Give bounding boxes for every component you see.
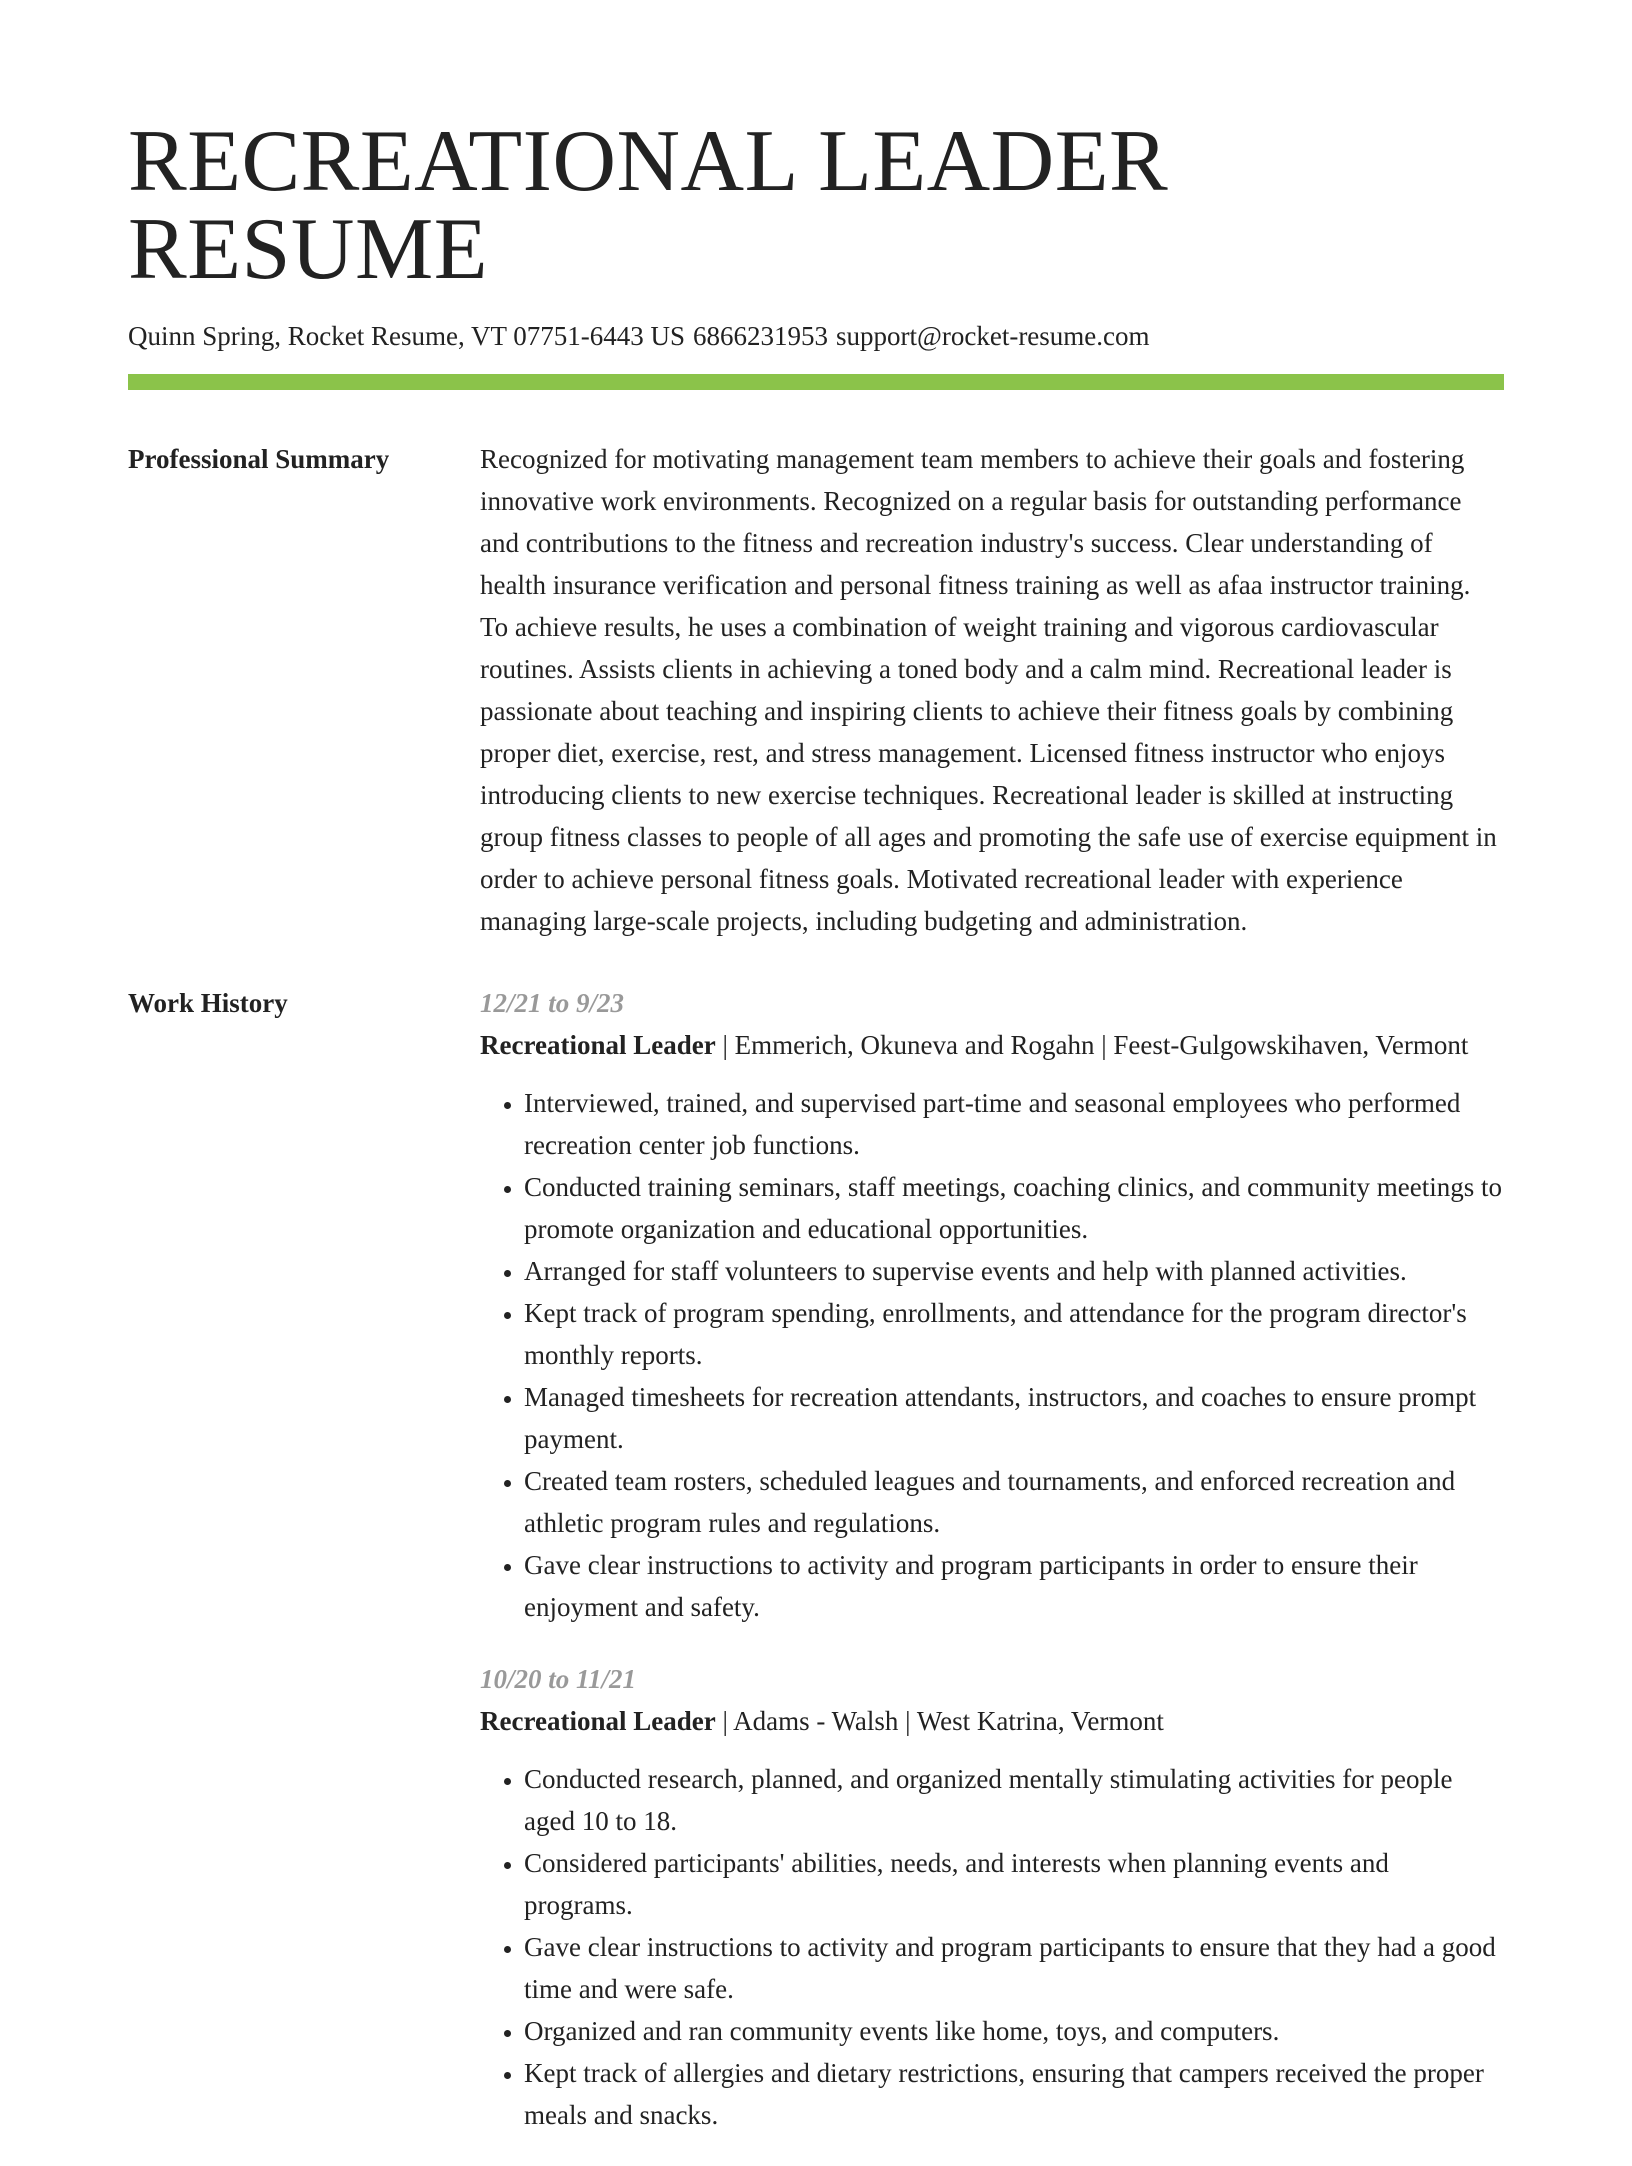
- job-duties-list: [480, 1082, 1504, 1628]
- contact-phone: 6866231953: [693, 321, 828, 351]
- job-entry: [480, 982, 1504, 1628]
- job-duties-list: [480, 1758, 1504, 2136]
- summary-section: [128, 438, 1504, 942]
- duty-item: • Conducted training seminars, staff meetings, coaching clinics, and community meetings to promote organization and educational opportunities.: [524, 1166, 1504, 1250]
- job-entry: [480, 1658, 1504, 2136]
- summary-heading: Professional Summary: [128, 444, 390, 475]
- summary-body: [480, 438, 1504, 942]
- job-title-line: [480, 1700, 1504, 1742]
- duty-item: • Managed timesheets for recreation attendants, instructors, and coaches to ensure prompt payment.: [524, 1376, 1504, 1460]
- duty-item: • Gave clear instructions to activity and program participants to ensure that they had a good time and were safe.: [524, 1926, 1504, 2010]
- contact-address: Quinn Spring, Rocket Resume, VT 07751-6443 US: [128, 321, 685, 351]
- job-details: | Emmerich, Okuneva and Rogahn | Feest-Gulgowskihaven, Vermont: [715, 1030, 1469, 1061]
- duty-item: • Considered participants' abilities, needs, and interests when planning events and programs.: [524, 1842, 1504, 1926]
- duty-item: • Conducted research, planned, and organized mentally stimulating activities for people aged 10 to 18.: [524, 1758, 1504, 1842]
- job-title: Recreational Leader: [480, 1706, 716, 1737]
- duty-item: • Created team rosters, scheduled leagues and tournaments, and enforced recreation and athletic program rules and regulations.: [524, 1460, 1504, 1544]
- job-dates: 12/21 to 9/23: [480, 988, 625, 1019]
- job-details: | Adams - Walsh | West Katrina, Vermont: [715, 1706, 1164, 1737]
- duty-item: • Arranged for staff volunteers to supervise events and help with planned activities.: [524, 1250, 1504, 1292]
- summary-text: Recognized for motivating management team members to achieve their goals and fostering innovative work environments. Recognized on a regular basis for outstanding performance and contributions to the fitness and recreation industry's success. Clear understanding of health insurance verification and personal fitness training as well as afaa instructor training. To achieve results, he uses a combination of weight training and vigorous cardiovascular routines. Assists clients in achieving a toned body and a calm mind. Recreational leader is passionate about teaching and inspiring clients to achieve their fitness goals by combining proper diet, exercise, rest, and stress management. Licensed fitness instructor who enjoys introducing clients to new exercise techniques. Recreational leader is skilled at instructing group fitness classes to people of all ages and promoting the safe use of exercise equipment in order to achieve personal fitness goals. Motivated recreational leader with experience managing large-scale projects, including budgeting and administration.: [480, 444, 1497, 937]
- job-dates: 10/20 to 11/21: [480, 1664, 637, 1695]
- duty-item: • Kept track of program spending, enrollments, and attendance for the program director's monthly reports.: [524, 1292, 1504, 1376]
- job-title: Recreational Leader: [480, 1030, 716, 1061]
- contact-line: [128, 320, 1504, 352]
- header-divider: [128, 374, 1504, 390]
- resume-title: RECREATIONAL LEADER RESUME: [128, 113, 1169, 298]
- duty-item: • Organized and ran community events like home, toys, and computers.: [524, 2010, 1504, 2052]
- job-title-line: [480, 1024, 1504, 1066]
- duty-item: • Gave clear instructions to activity and program participants in order to ensure their enjoyment and safety.: [524, 1544, 1504, 1628]
- duty-item: • Interviewed, trained, and supervised part-time and seasonal employees who performed recreation center job functions.: [524, 1082, 1504, 1166]
- contact-email: support@rocket-resume.com: [836, 321, 1150, 351]
- duty-item: • Kept track of allergies and dietary restrictions, ensuring that campers received the proper meals and snacks.: [524, 2052, 1504, 2136]
- work-history-heading: Work History: [128, 988, 288, 1019]
- work-history-section: [128, 982, 1504, 2166]
- work-history-body: [480, 982, 1504, 2166]
